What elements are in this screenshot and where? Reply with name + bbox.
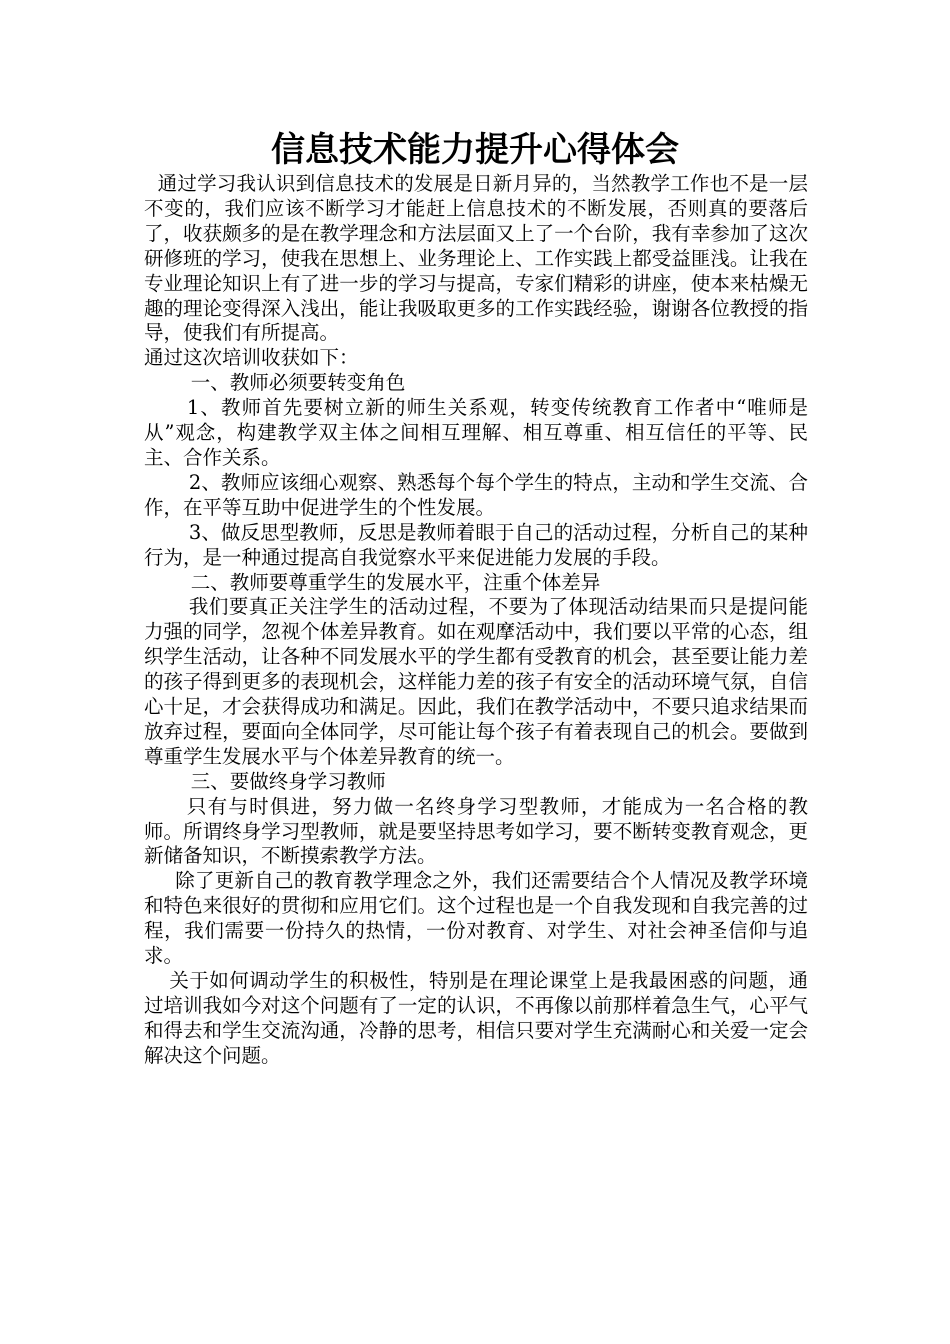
section-2-paragraph: 我们要真正关注学生的活动过程，不要为了体现活动结果而只是提问能力强的同学，忽视个体差异教育。如在观摩活动中，我们要以平常的心态，组织学生活动，让各种不同发展水平的学生都有受教育的机会，甚至要让能力差的孩子得到更多的表现机会，这样能力差的孩子有安全的活动环境气氛，自信心十足，才会获得成功和满足。因此，我们在教学活动中，不要只追求结果而放弃过程，要面向全体同学，尽可能让每个孩子有着表现自己的机会。要做到尊重学生发展水平与个体差异教育的统一。 [144,595,808,768]
closing-paragraph: 关于如何调动学生的积极性，特别是在理论课堂上是我最困惑的问题，通过培训我如今对这个问题有了一定的认识，不再像以前那样着急生气，心平气和得去和学生交流沟通，冷静的思考，相信只要对学生充满耐心和关爱一定会解决这个问题。 [144,969,808,1067]
point-3-paragraph: 3、做反思型教师，反思是教师着眼于自己的活动过程，分析自己的某种行为，是一种通过提高自我觉察水平来促进能力发展的手段。 [144,520,808,569]
intro-paragraph: 通过学习我认识到信息技术的发展是日新月异的，当然教学工作也不是一层不变的，我们应该不断学习才能赶上信息技术的不断发展，否则真的要落后了，收获颇多的是在教学理念和方法层面又上了一个台阶，我有幸参加了这次研修班的学习，使我在思想上、业务理论上、工作实践上都受益匪浅。让我在专业理论知识上有了进一步的学习与提高，专家们精彩的讲座，使本来枯燥无趣的理论变得深入浅出，能让我吸取更多的工作实践经验，谢谢各位教授的指导，使我们有所提高。 [144,172,808,345]
summary-lead-paragraph: 通过这次培训收获如下： [144,346,359,370]
point-1-paragraph: 1、教师首先要树立新的师生关系观，转变传统教育工作者中“唯师是从”观念，构建教学双主体之间相互理解、相互尊重、相互信任的平等、民主、合作关系。 [144,396,808,469]
document-title: 信息技术能力提升心得体会 [271,130,679,170]
document-body [144,172,808,1069]
reflection-paragraph: 除了更新自己的教育教学理念之外，我们还需要结合个人情况及教学环境和特色来很好的贯彻和应用它们。这个过程也是一个自我发现和自我完善的过程，我们需要一份持久的热情，一份对教育、对学生、对社会神圣信仰与追求。 [144,869,808,968]
section-heading-3: 三、要做终身学习教师 [190,769,386,793]
section-3-paragraph: 只有与时俱进，努力做一名终身学习型教师，才能成为一名合格的教师。所谓终身学习型教师，就是要坚持思考如学习，要不断转变教育观念，更新储备知识，不断摸索教学方法。 [144,794,808,868]
section-heading-2: 二、教师要尊重学生的发展水平，注重个体差异 [190,570,601,594]
section-heading-1: 一、教师必须要转变角色 [190,371,406,395]
point-2-paragraph: 2、教师应该细心观察、熟悉每个每个学生的特点，主动和学生交流、合作，在平等互助中促进学生的个性发展。 [144,470,808,519]
